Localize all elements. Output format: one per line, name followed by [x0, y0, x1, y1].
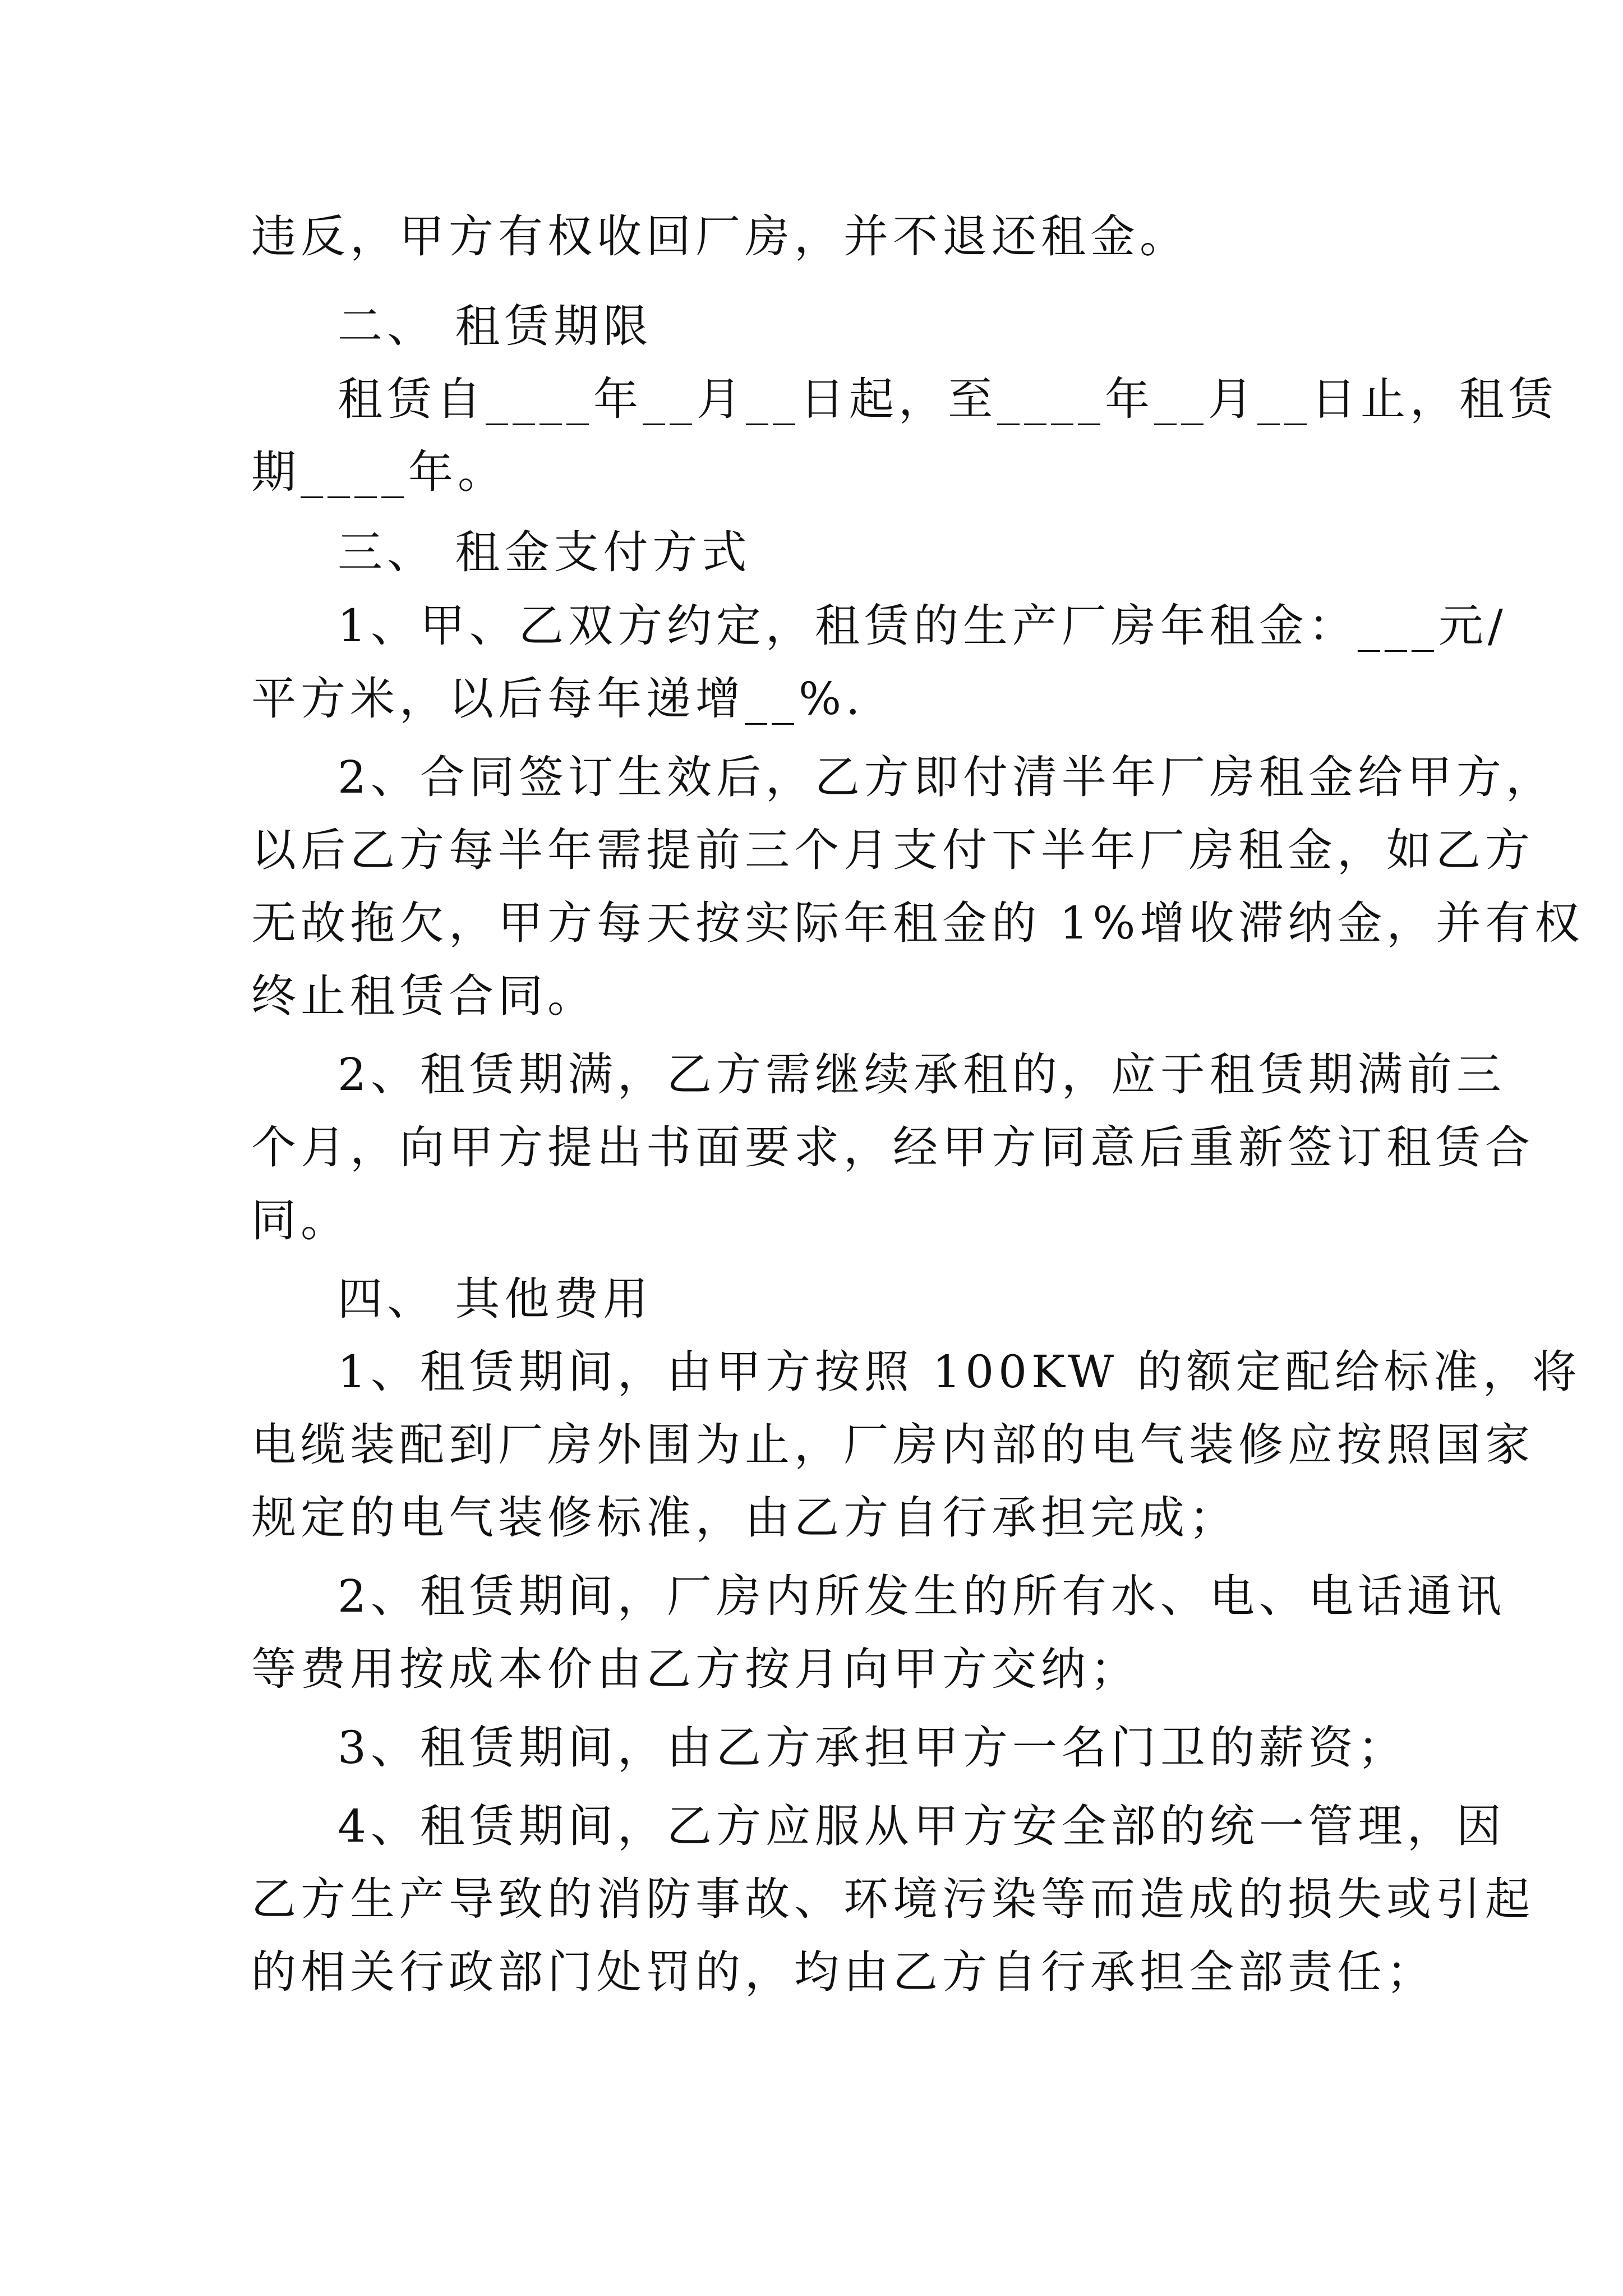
text-line-16: 1、租赁期间，由甲方按照 100KW 的额定配给标准，将	[338, 1346, 1581, 1398]
text-line-18: 规定的电气装修标准，由乙方自行承担完成；	[251, 1492, 1238, 1544]
text-line-24: 的相关行政部门处罚的，均由乙方自行承担全部责任；	[251, 1946, 1436, 1998]
text-line-7: 平方米，以后每年递增__%.	[251, 673, 865, 725]
text-line-22: 4、租赁期间，乙方应服从甲方安全部的统一管理，因	[338, 1800, 1506, 1852]
text-line-12: 2、租赁期满，乙方需继续承租的，应于租赁期满前三	[338, 1048, 1506, 1101]
text-line-11: 终止租赁合同。	[251, 970, 597, 1022]
text-line-4: 期____年。	[251, 446, 507, 498]
text-line-17: 电缆装配到厂房外围为止，厂房内部的电气装修应按照国家	[251, 1419, 1534, 1471]
text-line-9: 以后乙方每半年需提前三个月支付下半年厂房租金，如乙方	[251, 824, 1534, 876]
text-line-21: 3、租赁期间，由乙方承担甲方一名门卫的薪资；	[338, 1722, 1407, 1774]
text-line-6: 1、甲、乙双方约定，租赁的生产厂房年租金：___元/	[338, 600, 1507, 652]
section-heading-2: 二、 租赁期限	[338, 300, 653, 352]
text-line-19: 2、租赁期间，厂房内所发生的所有水、电、电话通讯	[338, 1570, 1506, 1622]
text-line-10: 无故拖欠，甲方每天按实际年租金的 1%增收滞纳金，并有权	[251, 897, 1584, 949]
text-line-13: 个月，向甲方提出书面要求，经甲方同意后重新签订租赁合	[251, 1121, 1534, 1174]
section-heading-4: 四、 其他费用	[338, 1273, 653, 1325]
text-line-23: 乙方生产导致的消防事故、环境污染等而造成的损失或引起	[251, 1873, 1534, 1925]
text-line-8: 2、合同签订生效后，乙方即付清半年厂房租金给甲方，	[338, 751, 1555, 803]
text-line-3: 租赁自____年__月__日起，至____年__月__日止，租赁	[338, 373, 1558, 425]
text-line-20: 等费用按成本价由乙方按月向甲方交纳；	[251, 1643, 1140, 1695]
section-heading-3: 三、 租金支付方式	[338, 526, 751, 578]
text-line-1: 违反，甲方有权收回厂房，并不退还租金。	[251, 210, 1189, 263]
text-line-14: 同。	[251, 1194, 350, 1246]
